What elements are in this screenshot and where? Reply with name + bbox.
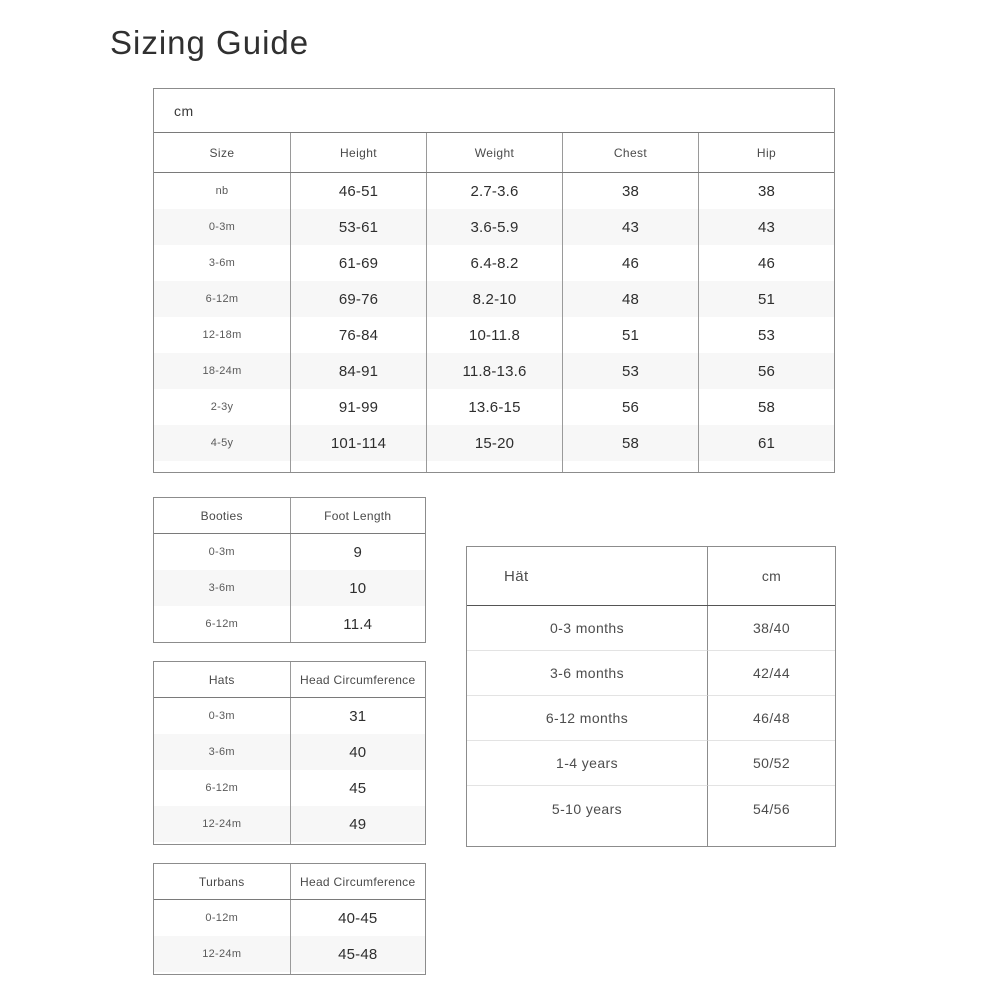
table-row [154, 353, 834, 389]
cell-height: 69-76 [290, 281, 426, 317]
cell-value: 31 [290, 698, 426, 734]
table-row [154, 570, 425, 606]
cell-height: 84-91 [290, 353, 426, 389]
cell-size: 18-24m [202, 365, 242, 377]
turbans-header-row [154, 864, 425, 900]
cell-chest: 53 [562, 353, 698, 389]
table-row [154, 209, 834, 245]
hat-cm-table [466, 546, 836, 847]
cell-size: 12-24m [202, 948, 242, 960]
table-row [154, 173, 834, 209]
cell-height: 91-99 [290, 389, 426, 425]
cell-size: 12-18m [202, 329, 242, 341]
cell-value: 40-45 [290, 900, 426, 936]
table-bottom-spacer [154, 842, 425, 844]
cell-value: 46/48 [707, 696, 835, 741]
cell-weight: 2.7-3.6 [426, 173, 562, 209]
table-row [154, 317, 834, 353]
column-header-hip: Hip [698, 133, 834, 172]
cell-weight: 11.8-13.6 [426, 353, 562, 389]
cell-chest: 38 [562, 173, 698, 209]
cell-value: 49 [290, 806, 426, 842]
column-header-weight: Weight [426, 133, 562, 172]
cell-size: 0-3m [208, 221, 236, 233]
cell-value: 9 [290, 534, 426, 570]
turbans-table [153, 863, 426, 975]
table-row [154, 936, 425, 972]
cell-value: 54/56 [707, 786, 835, 831]
cell-weight: 6.4-8.2 [426, 245, 562, 281]
booties-header-row [154, 498, 425, 534]
column-header-turbans: Turbans [198, 874, 245, 889]
cell-weight: 15-20 [426, 425, 562, 461]
cell-size: 0-3 months [467, 606, 707, 651]
table-row [154, 389, 834, 425]
table-row [154, 734, 425, 770]
unit-row [154, 89, 834, 133]
cell-hip: 38 [698, 173, 834, 209]
cell-hip: 43 [698, 209, 834, 245]
table-row [467, 606, 835, 651]
cell-size: nb [215, 185, 229, 197]
cell-size: 2-3y [210, 401, 234, 413]
cell-hip: 58 [698, 389, 834, 425]
table-row [154, 281, 834, 317]
column-header-hats: Hats [208, 672, 235, 687]
column-header-head-circumference: Head Circumference [290, 864, 426, 899]
table-bottom-spacer [154, 972, 425, 974]
cell-chest: 56 [562, 389, 698, 425]
cell-value: 40 [290, 734, 426, 770]
column-header-booties: Booties [200, 508, 243, 523]
cell-chest: 51 [562, 317, 698, 353]
cell-value: 42/44 [707, 651, 835, 696]
table-row [154, 900, 425, 936]
main-table-header-row [154, 133, 834, 173]
hat-table-header-row [467, 547, 835, 606]
cell-size: 3-6m [208, 746, 235, 758]
table-row [154, 770, 425, 806]
cell-hip: 46 [698, 245, 834, 281]
table-row [467, 786, 835, 831]
table-row [154, 698, 425, 734]
column-header-size: Size [209, 145, 235, 160]
table-row [154, 534, 425, 570]
cell-size: 0-3m [208, 710, 235, 722]
column-header-foot-length: Foot Length [290, 498, 426, 533]
column-header-height: Height [290, 133, 426, 172]
table-bottom-spacer [467, 831, 835, 846]
table-row [154, 425, 834, 461]
unit-label: cm [174, 102, 194, 119]
column-header-head-circumference: Head Circumference [290, 662, 426, 697]
page-title: Sizing Guide [110, 24, 310, 61]
cell-height: 101-114 [290, 425, 426, 461]
table-row [467, 696, 835, 741]
cell-chest: 46 [562, 245, 698, 281]
booties-table [153, 497, 426, 643]
cell-value: 50/52 [707, 741, 835, 786]
cell-size: 0-12m [205, 912, 239, 924]
cell-value: 45-48 [290, 936, 426, 972]
column-header-hat: Hät [504, 567, 529, 585]
cell-size: 3-6m [208, 257, 236, 269]
cell-chest: 43 [562, 209, 698, 245]
cell-weight: 10-11.8 [426, 317, 562, 353]
cell-value: 38/40 [707, 606, 835, 651]
cell-height: 76-84 [290, 317, 426, 353]
cell-size: 6-12m [205, 782, 239, 794]
cell-size: 3-6m [208, 582, 235, 594]
table-row [154, 806, 425, 842]
cell-size: 6-12 months [467, 696, 707, 741]
cell-size: 5-10 years [551, 800, 623, 817]
cell-weight: 3.6-5.9 [426, 209, 562, 245]
cell-hip: 56 [698, 353, 834, 389]
table-row [154, 606, 425, 642]
cell-height: 46-51 [290, 173, 426, 209]
cell-value: 45 [290, 770, 426, 806]
cell-chest: 58 [562, 425, 698, 461]
cell-weight: 8.2-10 [426, 281, 562, 317]
cell-weight: 13.6-15 [426, 389, 562, 425]
table-row [467, 651, 835, 696]
hats-table [153, 661, 426, 845]
cell-size: 12-24m [202, 818, 242, 830]
cell-size: 1-4 years [467, 741, 707, 786]
cell-size: 6-12m [205, 293, 239, 305]
cell-chest: 48 [562, 281, 698, 317]
cell-size: 6-12m [205, 618, 239, 630]
cell-height: 53-61 [290, 209, 426, 245]
table-row [154, 245, 834, 281]
cell-hip: 53 [698, 317, 834, 353]
cell-hip: 61 [698, 425, 834, 461]
cell-size: 0-3m [208, 546, 235, 558]
table-row [467, 741, 835, 786]
table-bottom-spacer [154, 461, 834, 472]
cell-height: 61-69 [290, 245, 426, 281]
cell-size: 4-5y [210, 437, 234, 449]
cell-hip: 51 [698, 281, 834, 317]
cell-value: 11.4 [290, 606, 426, 642]
main-size-table [153, 88, 835, 473]
cell-size: 3-6 months [467, 651, 707, 696]
cell-value: 10 [290, 570, 426, 606]
column-header-cm: cm [707, 547, 835, 605]
hats-header-row [154, 662, 425, 698]
column-header-chest: Chest [562, 133, 698, 172]
